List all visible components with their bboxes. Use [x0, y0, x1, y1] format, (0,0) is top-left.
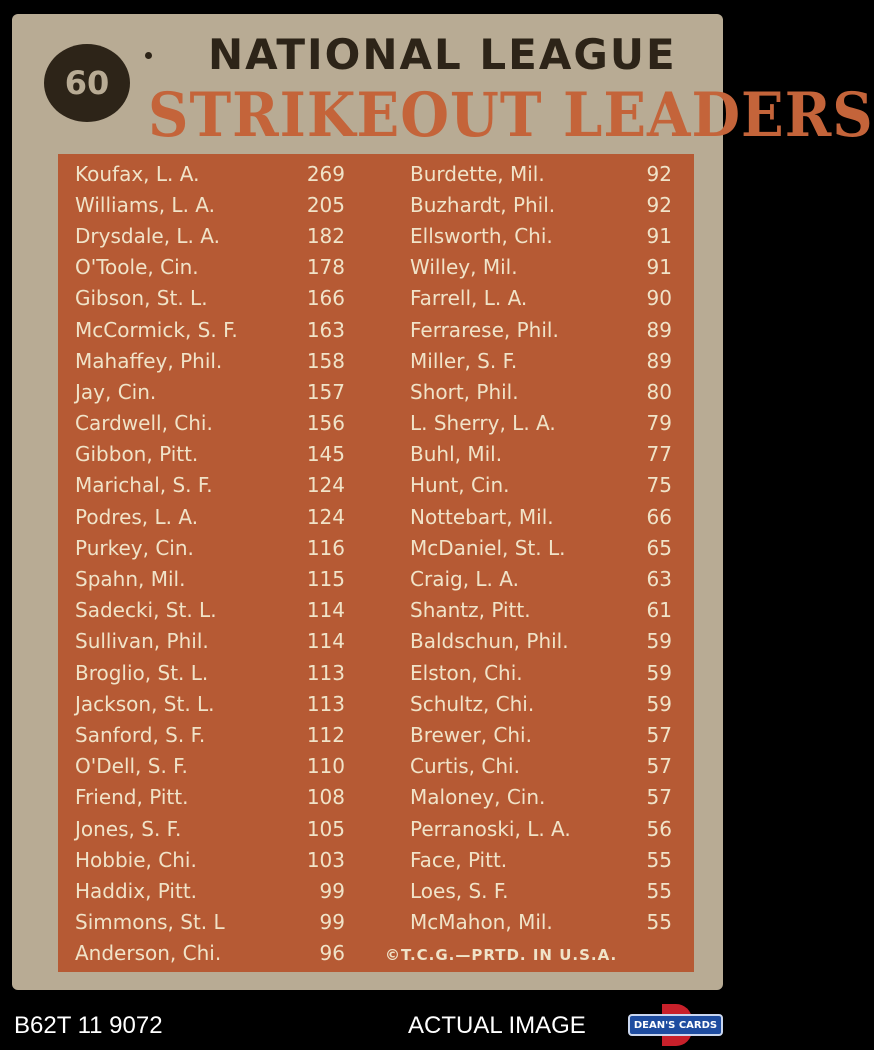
strikeout-count: 66 — [646, 504, 672, 529]
player-name: Schultz, Chi. — [410, 691, 535, 716]
stat-row — [75, 376, 345, 407]
stat-row — [75, 688, 345, 719]
player-name: Ellsworth, Chi. — [410, 223, 553, 248]
stat-row — [75, 657, 345, 688]
player-name: Craig, L. A. — [410, 567, 519, 592]
strikeout-count: 182 — [306, 223, 345, 248]
player-name: Drysdale, L. A. — [75, 223, 220, 248]
player-name: Broglio, St. L. — [75, 660, 209, 685]
player-name: Nottebart, Mil. — [410, 504, 554, 529]
strikeout-count: 92 — [646, 161, 672, 186]
card-number-badge — [44, 44, 130, 122]
player-name: Face, Pitt. — [410, 847, 508, 872]
stat-row — [75, 875, 345, 906]
strikeout-count: 114 — [306, 629, 345, 654]
player-name: Hobbie, Chi. — [75, 847, 197, 872]
strikeout-count: 205 — [306, 192, 345, 217]
player-name: Jones, S. F. — [75, 816, 182, 841]
player-name: Jay, Cin. — [75, 379, 157, 404]
stat-row — [75, 439, 345, 470]
player-name: Gibson, St. L. — [75, 286, 208, 311]
right-stats-column — [410, 158, 672, 938]
player-name: Hunt, Cin. — [410, 473, 510, 498]
player-name: Sanford, S. F. — [75, 722, 206, 747]
stat-row — [410, 907, 672, 938]
strikeout-count: 92 — [646, 192, 672, 217]
player-name: McDaniel, St. L. — [410, 535, 566, 560]
strikeout-count: 110 — [306, 754, 345, 779]
stat-row — [75, 813, 345, 844]
player-name: Burdette, Mil. — [410, 161, 545, 186]
strikeout-count: 55 — [646, 847, 672, 872]
strikeout-count: 158 — [306, 348, 345, 373]
player-name: Podres, L. A. — [75, 504, 199, 529]
stat-row — [410, 719, 672, 750]
strikeout-count: 59 — [646, 691, 672, 716]
title-national-league: NATIONAL LEAGUE — [208, 30, 677, 79]
player-name: Brewer, Chi. — [410, 722, 532, 747]
stat-row — [75, 252, 345, 283]
player-name: L. Sherry, L. A. — [410, 411, 556, 436]
player-name: Curtis, Chi. — [410, 754, 520, 779]
player-name: Loes, S. F. — [410, 878, 509, 903]
strikeout-count: 145 — [306, 442, 345, 467]
strikeout-count: 89 — [646, 317, 672, 342]
player-name: Elston, Chi. — [410, 660, 523, 685]
player-name: Simmons, St. L — [75, 910, 225, 935]
stat-row — [75, 345, 345, 376]
stat-row — [410, 470, 672, 501]
stat-row — [410, 220, 672, 251]
strikeout-count: 157 — [306, 379, 345, 404]
player-name: Purkey, Cin. — [75, 535, 194, 560]
strikeout-count: 79 — [646, 411, 672, 436]
strikeout-count: 61 — [646, 598, 672, 623]
stat-row — [410, 813, 672, 844]
strikeout-count: 91 — [646, 223, 672, 248]
stat-row — [410, 252, 672, 283]
stat-row — [75, 626, 345, 657]
strikeout-count: 55 — [646, 910, 672, 935]
player-name: Jackson, St. L. — [75, 691, 215, 716]
stat-row — [410, 657, 672, 688]
strikeout-count: 63 — [646, 567, 672, 592]
stat-row — [410, 283, 672, 314]
stat-row — [410, 189, 672, 220]
stat-row — [410, 563, 672, 594]
strikeout-count: 108 — [306, 785, 345, 810]
strikeout-count: 124 — [306, 473, 345, 498]
player-name: Buhl, Mil. — [410, 442, 503, 467]
player-name: Perranoski, L. A. — [410, 816, 571, 841]
player-name: Haddix, Pitt. — [75, 878, 198, 903]
strikeout-count: 113 — [306, 660, 345, 685]
stat-row — [410, 875, 672, 906]
strikeout-count: 269 — [306, 161, 345, 186]
strikeout-count: 89 — [646, 348, 672, 373]
player-name: O'Toole, Cin. — [75, 255, 199, 280]
stat-row — [410, 314, 672, 345]
strikeout-count: 113 — [306, 691, 345, 716]
player-name: Anderson, Chi. — [75, 941, 222, 966]
player-name: Koufax, L. A. — [75, 161, 200, 186]
strikeout-count: 75 — [646, 473, 672, 498]
strikeout-count: 56 — [646, 816, 672, 841]
stat-row — [75, 532, 345, 563]
strikeout-count: 114 — [306, 598, 345, 623]
player-name: Miller, S. F. — [410, 348, 518, 373]
player-name: Maloney, Cin. — [410, 785, 546, 810]
stat-row — [75, 844, 345, 875]
strikeout-count: 116 — [306, 535, 345, 560]
stat-row — [75, 189, 345, 220]
player-name: Spahn, Mil. — [75, 567, 186, 592]
player-name: O'Dell, S. F. — [75, 754, 188, 779]
player-name: Friend, Pitt. — [75, 785, 189, 810]
strikeout-count: 112 — [306, 722, 345, 747]
stat-row — [410, 501, 672, 532]
logo-text: DEAN'S CARDS — [628, 1014, 723, 1036]
stat-row — [75, 595, 345, 626]
stat-row — [75, 314, 345, 345]
player-name: Farrell, L. A. — [410, 286, 528, 311]
strikeout-count: 55 — [646, 878, 672, 903]
player-name: Cardwell, Chi. — [75, 411, 213, 436]
left-stats-column — [75, 158, 345, 969]
strikeout-count: 99 — [319, 878, 345, 903]
stat-row — [75, 470, 345, 501]
player-name: McCormick, S. F. — [75, 317, 238, 342]
stat-row — [75, 782, 345, 813]
stat-row — [410, 532, 672, 563]
player-name: Sadecki, St. L. — [75, 598, 217, 623]
decorative-dot — [145, 52, 152, 59]
strikeout-count: 166 — [306, 286, 345, 311]
player-name: Baldschun, Phil. — [410, 629, 569, 654]
player-name: Mahaffey, Phil. — [75, 348, 223, 373]
player-name: Buzhardt, Phil. — [410, 192, 556, 217]
stat-row — [75, 719, 345, 750]
stat-row — [75, 563, 345, 594]
player-name: McMahon, Mil. — [410, 910, 553, 935]
player-name: Williams, L. A. — [75, 192, 215, 217]
stat-row — [410, 376, 672, 407]
stat-row — [410, 844, 672, 875]
player-name: Short, Phil. — [410, 379, 519, 404]
copyright-line: ©T.C.G.—PRTD. IN U.S.A. — [385, 946, 618, 964]
strikeout-count: 103 — [306, 847, 345, 872]
stat-row — [75, 938, 345, 969]
stat-row — [410, 595, 672, 626]
strikeout-count: 178 — [306, 255, 345, 280]
strikeout-count: 96 — [319, 941, 345, 966]
stat-row — [75, 283, 345, 314]
title-strikeout-leaders: STRIKEOUT LEADERS — [148, 80, 874, 152]
stat-row — [75, 907, 345, 938]
strikeout-count: 115 — [306, 567, 345, 592]
strikeout-count: 105 — [306, 816, 345, 841]
strikeout-count: 59 — [646, 629, 672, 654]
player-name: Shantz, Pitt. — [410, 598, 531, 623]
card-number: 60 — [64, 64, 110, 102]
strikeout-count: 65 — [646, 535, 672, 560]
player-name: Willey, Mil. — [410, 255, 518, 280]
player-name: Marichal, S. F. — [75, 473, 213, 498]
inventory-id: B62T 11 9072 — [14, 1012, 163, 1039]
stat-row — [75, 408, 345, 439]
strikeout-count: 80 — [646, 379, 672, 404]
stat-row — [75, 751, 345, 782]
player-name: Ferrarese, Phil. — [410, 317, 559, 342]
stat-row — [410, 408, 672, 439]
strikeout-count: 124 — [306, 504, 345, 529]
strikeout-count: 59 — [646, 660, 672, 685]
stat-row — [410, 158, 672, 189]
actual-image-label: ACTUAL IMAGE — [408, 1012, 586, 1039]
stat-row — [75, 158, 345, 189]
stat-row — [75, 501, 345, 532]
stat-row — [410, 345, 672, 376]
strikeout-count: 57 — [646, 785, 672, 810]
strikeout-count: 91 — [646, 255, 672, 280]
player-name: Sullivan, Phil. — [75, 629, 209, 654]
deans-cards-logo — [628, 1004, 723, 1046]
strikeout-count: 77 — [646, 442, 672, 467]
strikeout-count: 57 — [646, 754, 672, 779]
stat-row — [410, 751, 672, 782]
stat-row — [75, 220, 345, 251]
stat-row — [410, 688, 672, 719]
strikeout-count: 57 — [646, 722, 672, 747]
strikeout-count: 99 — [319, 910, 345, 935]
player-name: Gibbon, Pitt. — [75, 442, 199, 467]
strikeout-count: 163 — [306, 317, 345, 342]
stat-row — [410, 782, 672, 813]
stat-row — [410, 626, 672, 657]
strikeout-count: 156 — [306, 411, 345, 436]
stat-row — [410, 439, 672, 470]
strikeout-count: 90 — [646, 286, 672, 311]
